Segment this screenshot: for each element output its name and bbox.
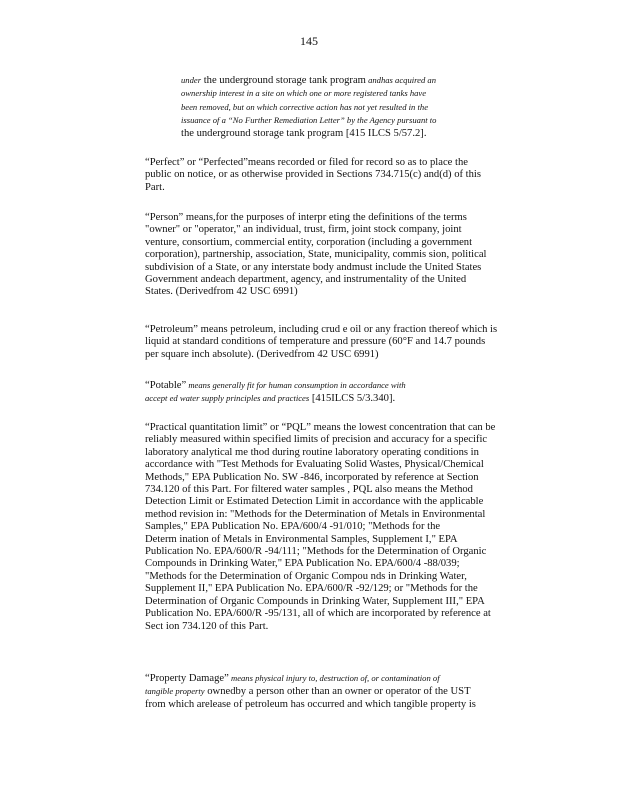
paragraph-owner-continuation xyxy=(181,74,537,140)
text-line: Publication No. EPA/600/R -94/111; "Methods for the Determination of Organic xyxy=(145,546,487,558)
text-line: issuance of a “No Further Remediation Letter” by the Agency pursuant to xyxy=(181,115,437,126)
text-line: the underground storage tank program [415 ILCS 5/57.2]. xyxy=(181,127,427,139)
text-line: Supplement II," EPA Publication No. EPA/600/R -92/129; or "Methods for the xyxy=(145,583,478,595)
text-line: "Methods for the Determination of Organic Compou nds in Drinking Water, xyxy=(145,570,467,582)
text-line: States. (Derivedfrom 42 USC 6991) xyxy=(145,286,298,298)
text-line: “Potable” means generally fit for human consumption in accordance with xyxy=(145,380,406,391)
definition-potable xyxy=(145,379,544,406)
page-number: 145 xyxy=(300,34,318,48)
text-line: laboratory analytical me thod during routine laboratory operating conditions in xyxy=(145,446,479,458)
text-line: accept ed water supply principles and practices [415ILCS 5/3.340]. xyxy=(145,393,396,405)
text-line: Part. xyxy=(145,181,165,193)
text-line: tangible property ownedby a person other than an owner or operator of the UST xyxy=(145,686,471,698)
text-line: Compounds in Drinking Water," EPA Publication No. EPA/600/4 -88/039; xyxy=(145,558,460,570)
text-line: method revision in: "Methods for the Determination of Metals in Environmental xyxy=(145,508,486,520)
definition-perfect xyxy=(145,157,544,194)
text-line: public on notice, or as otherwise provided in Sections 734.715(c) and(d) of this xyxy=(145,169,481,181)
text-line: “Practical quantitation limit” or “PQL” means the lowest concentration that can be xyxy=(145,422,496,433)
text-line: "owner" or "operator," an individual, trust, firm, joint stock company, joint xyxy=(145,224,462,236)
definition-petroleum xyxy=(145,324,544,361)
text-line: liquid at standard conditions of temperature and pressure (60°F and 14.7 pounds xyxy=(145,336,486,348)
text-line: “Petroleum” means petroleum, including crud e oil or any fraction thereof which is xyxy=(145,324,498,335)
text-line: accordance with "Test Methods for Evaluating Solid Wastes, Physical/Chemical xyxy=(145,459,484,471)
text-line: from which arelease of petroleum has occurred and which tangible property is xyxy=(145,698,476,710)
text-line: reliably measured within specified limits of precision and accuracy for a specific xyxy=(145,434,488,446)
text-line: ownership interest in a site on which one or more registered tanks have xyxy=(181,88,427,99)
text-line: Determ ination of Metals in Environmental Samples, Supplement I," EPA xyxy=(145,533,458,545)
text-line: Samples," EPA Publication No. EPA/600/4 -91/010; "Methods for the xyxy=(145,521,441,533)
text-line: Sect ion 734.120 of this Part. xyxy=(145,620,269,632)
definition-property-damage xyxy=(145,672,544,711)
text-line: Methods," EPA Publication No. SW -846, incorporated by reference at Section xyxy=(145,471,479,483)
text-line: Publication No. EPA/600/R -95/131, all of which are incorporated by reference at xyxy=(145,608,491,620)
definition-practical-quantitation-limit xyxy=(145,422,544,633)
text-line: been removed, but on which corrective action has not yet resulted in the xyxy=(181,101,429,112)
definition-person xyxy=(145,212,544,299)
text-line: “Property Damage” means physical injury to, destruction of, or contamination of xyxy=(145,673,440,684)
text-line: venture, consortium, commercial entity, corporation (including a government xyxy=(145,236,473,248)
text-line: “Person” means,for the purposes of interpr eting the definitions of the terms xyxy=(145,212,467,223)
text-line: under the underground storage tank program andhas acquired an xyxy=(181,75,437,86)
text-line: corporation), partnership, association, State, municipality, commis sion, political xyxy=(145,249,487,261)
text-line: Detection Limit or Estimated Detection Limit in accordance with the applicable xyxy=(145,496,484,508)
text-line: Determination of Organic Compounds in Drinking Water, Supplement III," EPA xyxy=(145,595,485,607)
text-line: subdivision of a State, or any interstate body andmust include the United States xyxy=(145,261,482,273)
text-line: per square inch absolute). (Derivedfrom 42 USC 6991) xyxy=(145,348,379,360)
text-line: Government andeach department, agency, and instrumentality of the United xyxy=(145,274,467,286)
text-line: “Perfect” or “Perfected”means recorded or filed for record so as to place the xyxy=(145,157,468,168)
text-line: 734.120 of this Part. For filtered water samples , PQL also means the Method xyxy=(145,484,473,496)
